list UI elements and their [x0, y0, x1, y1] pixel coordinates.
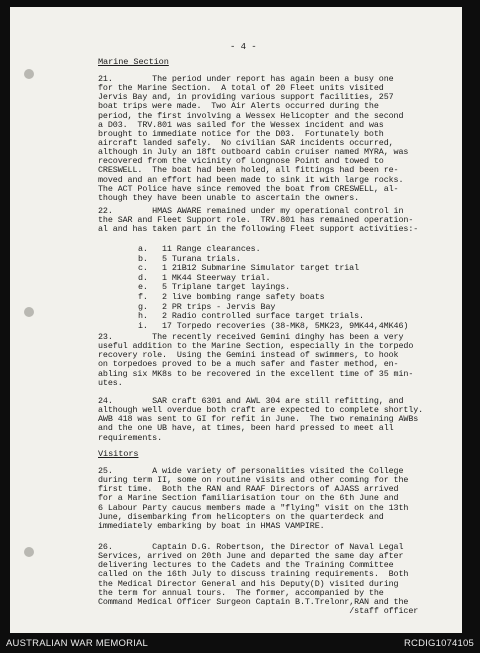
text-line: recovered from the vicinity of Longnose Point and towed to — [98, 156, 384, 167]
paragraph-21 — [98, 75, 460, 203]
text-line: al and has taken part in the following Fleet support activities:- — [98, 224, 419, 235]
paragraph-23 — [98, 333, 460, 388]
text-line: for the Marine Section. A total of 20 Fleet units visited — [98, 83, 384, 94]
text-line: Services, arrived on 20th June and departed the same day after — [98, 551, 404, 562]
text-line: Command Medical Officer Surgeon Captain B.T.Trelonr,RAN and the — [98, 596, 409, 607]
text-line: period, the first involving a Wessex Helicopter and the second — [98, 110, 404, 121]
list-item-letter: h. — [138, 311, 148, 322]
text-line: the SAR and Fleet Support role. TRV.801 has remained operation- — [98, 215, 414, 226]
text-line: recovery role. Using the Gemini instead of swimmers, to hook — [98, 350, 399, 361]
text-line: brought to immediate notice for the D03. Fortunately both — [98, 128, 384, 139]
list-item-text: 11 Range clearances. — [162, 244, 261, 254]
text-line: delivering lectures to the Cadets and the Training Committee — [98, 560, 394, 571]
text-line: /staff officer — [98, 605, 419, 616]
list-item-letter: c. — [138, 263, 148, 274]
paragraph-25 — [98, 467, 460, 531]
text-line: although well overdue both craft are expected to complete shortly. — [98, 405, 424, 416]
text-line: CRESWELL. The boat had been holed, all fittings had been re- — [98, 165, 399, 176]
list-item-text: 1 21B12 Submarine Simulator target trial — [162, 263, 360, 274]
list-item-letter: d. — [138, 272, 148, 283]
text-line: first time. Both the RAN and RAAF Directors of AJASS arrived — [98, 484, 399, 495]
text-line: although in July an 18ft outboard cabin cruiser named MYRA, was — [98, 147, 409, 158]
section-heading-visitors: Visitors — [98, 449, 139, 459]
list-item-letter: g. — [138, 301, 148, 312]
paragraph-26 — [98, 543, 460, 616]
list-item-letter: b. — [138, 253, 148, 264]
list-item-letter: f. — [138, 291, 148, 302]
text-line: AWB 418 was sent to GI for refit in June. The two remaining AWBs — [98, 414, 419, 425]
punch-hole — [24, 547, 34, 557]
fleet-support-activities-list — [138, 245, 408, 331]
text-line: useful addition to the Marine Section, especially in the torpedo — [98, 341, 414, 352]
text-line: on torpedoes proved to be a much safer and faster method, en- — [98, 359, 399, 370]
paragraph-24 — [98, 397, 460, 443]
list-item-text: 17 Torpedo recoveries (38-MK8, 5MK23, 9MK44,4MK46) — [162, 320, 409, 331]
text-line: abling six MK8s to be recovered in the excellent time of 35 min- — [98, 368, 414, 379]
list-item-letter: i. — [138, 320, 148, 331]
text-line: the Medical Director General and his Deputy(D) visited during — [98, 578, 399, 589]
paragraph-22 — [98, 207, 460, 234]
text-line: 23. The recently received Gemini dinghy has been a very — [98, 332, 404, 342]
text-line: requirements. — [98, 432, 163, 443]
list-item-text: 5 Triplane target layings. — [162, 282, 291, 293]
text-line: aircraft landed safely. No civilian SAR incidents occurred, — [98, 137, 394, 148]
text-line: 6 Labour Party caucus members made a "flying" visit on the 13th — [98, 502, 409, 513]
text-line: the term for annual tours. The former, accompanied by the — [98, 587, 384, 598]
text-line: moved and an effort had been made to sink it with large rocks. — [98, 174, 404, 185]
list-item-text: 2 Radio controlled surface target trials. — [162, 311, 364, 322]
archive-caption-right: RCDIG1074105 — [404, 638, 474, 649]
list-item-text: 5 Turana trials. — [162, 253, 241, 264]
punch-hole — [24, 307, 34, 317]
text-line: though they have been unable to ascertain the owners. — [98, 192, 360, 203]
text-line: immediately embarking by boat in HMAS VAMPIRE. — [98, 520, 325, 531]
text-line: called on the 16th July to discuss training requirements. Both — [98, 569, 409, 580]
list-item-letter: e. — [138, 282, 148, 293]
text-line: 21. The period under report has again been a busy one — [98, 74, 394, 84]
text-line: 24. SAR craft 6301 and AWL 304 are still refitting, and — [98, 396, 404, 406]
list-item — [138, 322, 408, 332]
text-line: for a Marine Section familiarisation tour on the 6th June and — [98, 493, 399, 504]
text-line: June, disembarking from helicopters on the quarterdeck and — [98, 511, 384, 522]
text-line: and the one UB have, at times, been hard pressed to meet all — [98, 423, 394, 434]
text-line: boat trips were made. Two Air Alerts occurred during the — [98, 101, 379, 112]
punch-hole — [24, 69, 34, 79]
text-line: utes. — [98, 377, 123, 388]
list-item-text: 2 PR trips - Jervis Bay — [162, 301, 276, 312]
text-line: Jervis Bay and, in providing various support facilities, 257 — [98, 92, 394, 103]
text-line: 26. Captain D.G. Robertson, the Director of Naval Legal — [98, 542, 404, 552]
list-item-text: 2 live bombing range safety boats — [162, 291, 325, 302]
section-heading-marine: Marine Section — [98, 57, 169, 67]
text-line: a D03. TRV.801 was sailed for the Wessex incident and was — [98, 119, 384, 130]
text-line: during term II, some on routine visits and other coming for the — [98, 475, 409, 486]
document-page — [10, 7, 462, 633]
list-item-text: 1 MK44 Steerway trial. — [162, 272, 271, 283]
page-number: - 4 - — [230, 42, 257, 52]
text-line: The ACT Police have since removed the boat from CRESWELL, al- — [98, 183, 399, 194]
archive-caption-left: AUSTRALIAN WAR MEMORIAL — [6, 638, 149, 649]
list-item-letter: a. — [138, 244, 148, 254]
text-line: 22. HMAS AWARE remained under my operational control in — [98, 206, 404, 216]
text-line: 25. A wide variety of personalities visited the College — [98, 466, 404, 476]
